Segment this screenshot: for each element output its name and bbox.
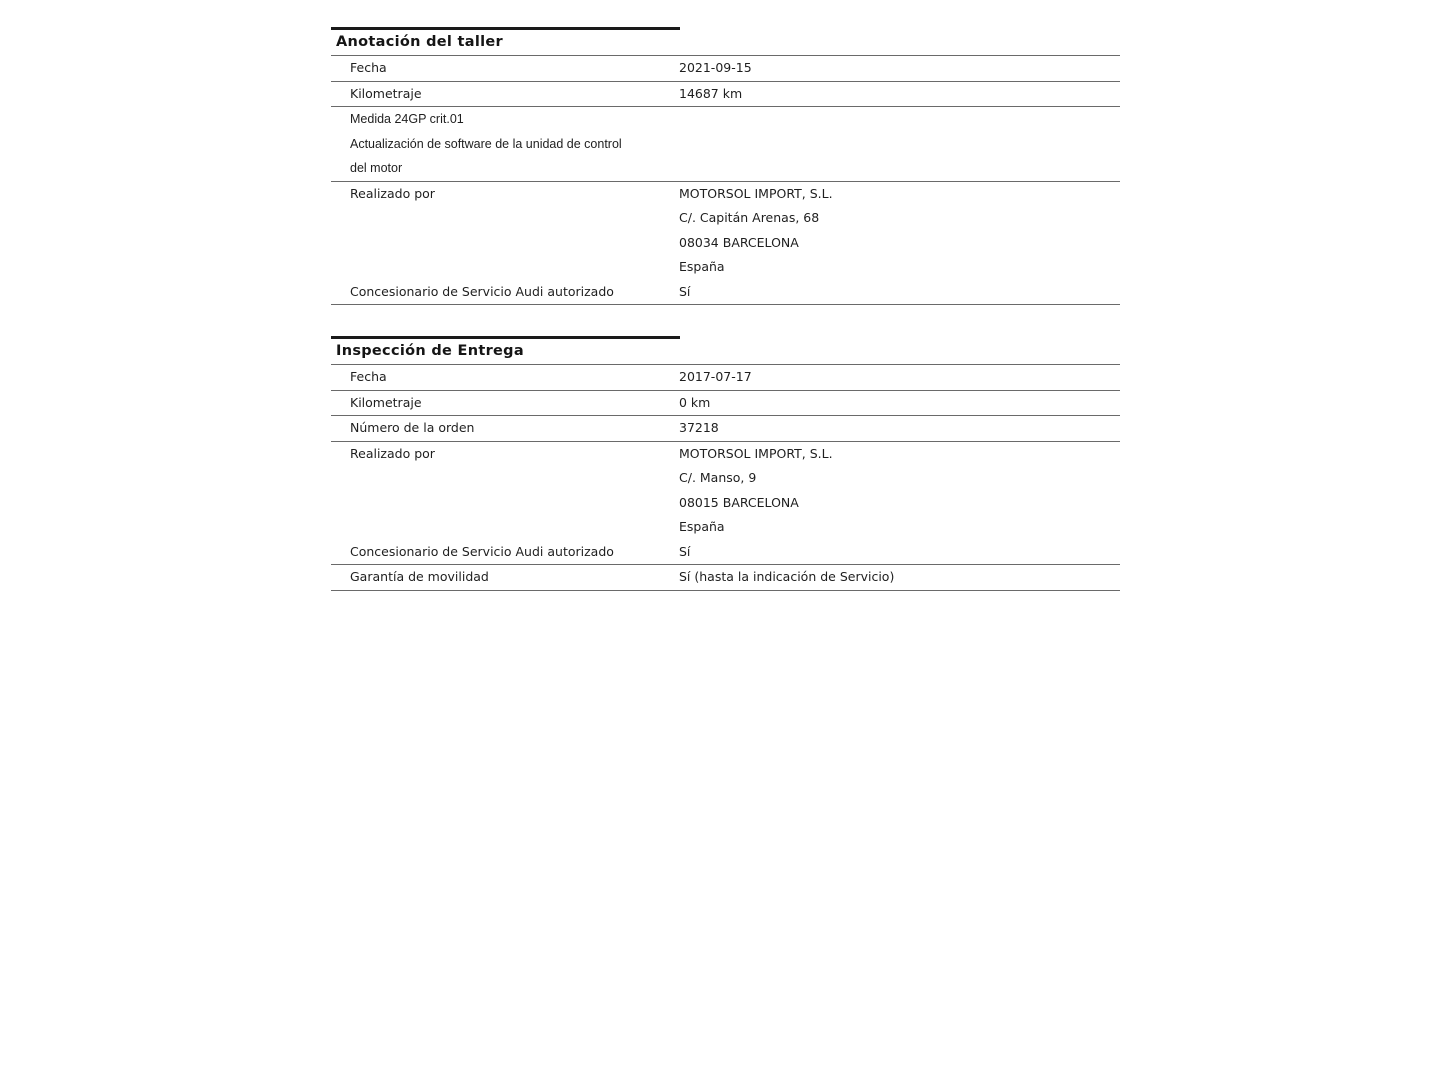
workshop-name: MOTORSOL IMPORT, S.L. bbox=[679, 185, 833, 201]
section-title: Inspección de Entrega bbox=[331, 339, 1120, 365]
fecha-value: 2017-07-17 bbox=[679, 369, 752, 384]
kilometraje-value: 14687 km bbox=[679, 85, 743, 101]
realizado-por-label: Realizado por bbox=[350, 445, 435, 461]
workshop-city: 08015 BARCELONA bbox=[679, 494, 799, 510]
note-line: Actualización de software de la unidad de control bbox=[350, 136, 622, 151]
workshop-address: C/. Capitán Arenas, 68 bbox=[679, 210, 820, 225]
workshop-country: España bbox=[679, 519, 725, 534]
section-title: Anotación del taller bbox=[331, 30, 1120, 56]
numero-orden-value: 37218 bbox=[679, 420, 719, 435]
section-anotacion-taller bbox=[331, 27, 1120, 305]
concesionario-label: Concesionario de Servicio Audi autorizado bbox=[350, 543, 614, 559]
kilometraje-label: Kilometraje bbox=[350, 85, 422, 101]
fecha-label: Fecha bbox=[350, 369, 387, 384]
fecha-value: 2021-09-15 bbox=[679, 60, 752, 75]
table-row-garantia-movilidad bbox=[331, 565, 1120, 591]
table-row-concesionario bbox=[331, 540, 1120, 566]
table-row-medida-note bbox=[331, 107, 1120, 182]
table-row-kilometraje bbox=[331, 391, 1120, 417]
table-row-fecha bbox=[331, 365, 1120, 391]
table-row-fecha bbox=[331, 56, 1120, 82]
concesionario-value: Sí bbox=[679, 543, 691, 559]
table-row-realizado-por bbox=[331, 442, 1120, 540]
table-row-concesionario bbox=[331, 280, 1120, 306]
concesionario-label: Concesionario de Servicio Audi autorizado bbox=[350, 283, 614, 299]
garantia-label: Garantía de movilidad bbox=[350, 569, 489, 584]
workshop-address: C/. Manso, 9 bbox=[679, 470, 757, 485]
fecha-label: Fecha bbox=[350, 60, 387, 75]
kilometraje-label: Kilometraje bbox=[350, 394, 422, 410]
realizado-por-label: Realizado por bbox=[350, 185, 435, 201]
kilometraje-value: 0 km bbox=[679, 394, 711, 410]
table-row-numero-orden bbox=[331, 416, 1120, 442]
garantia-value: Sí (hasta la indicación de Servicio) bbox=[679, 569, 895, 584]
note-line: del motor bbox=[350, 161, 403, 175]
table-row-kilometraje bbox=[331, 82, 1120, 108]
workshop-city: 08034 BARCELONA bbox=[679, 234, 799, 250]
table-row-realizado-por bbox=[331, 182, 1120, 280]
workshop-country: España bbox=[679, 259, 725, 274]
concesionario-value: Sí bbox=[679, 283, 691, 299]
numero-orden-label: Número de la orden bbox=[350, 420, 475, 435]
section-inspeccion-entrega bbox=[331, 336, 1120, 591]
note-line: Medida 24GP crit.01 bbox=[350, 112, 464, 126]
workshop-name: MOTORSOL IMPORT, S.L. bbox=[679, 445, 833, 461]
